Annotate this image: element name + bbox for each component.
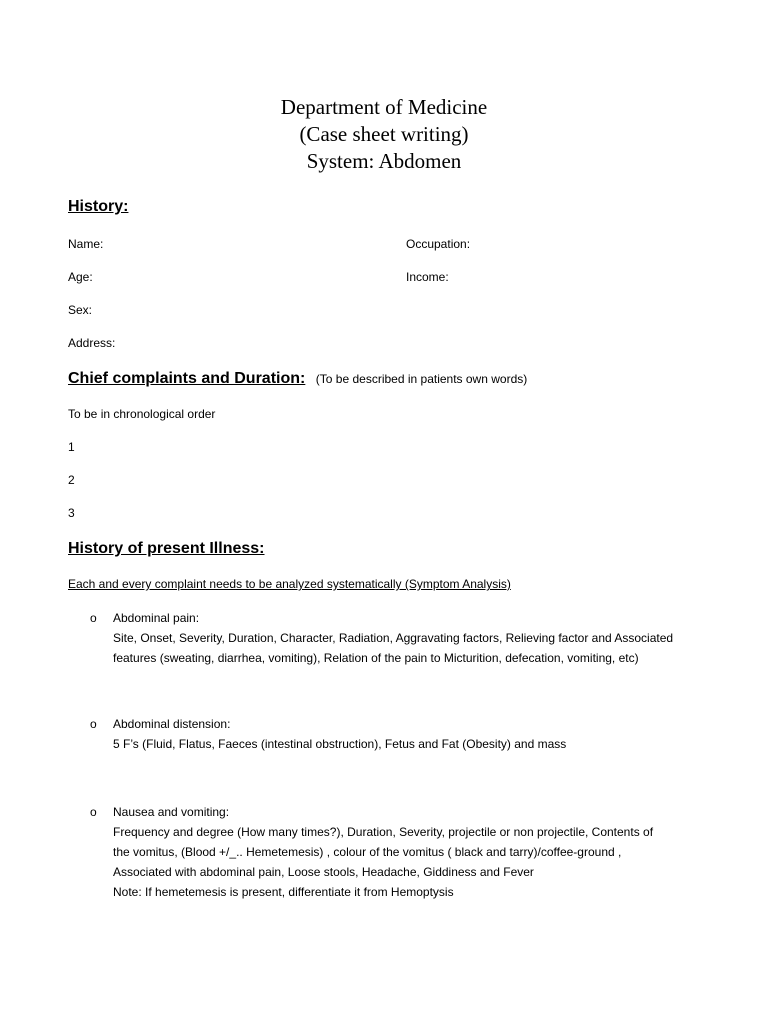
age-label: Age: — [68, 270, 93, 284]
chronological-order-note: To be in chronological order — [68, 407, 216, 421]
bullet-line: Frequency and degree (How many times?), Duration, Severity, projectile or non projectile, Contents of — [113, 825, 654, 839]
bullet-line: Site, Onset, Severity, Duration, Character, Radiation, Aggravating factors, Relieving factor and Associated — [113, 631, 674, 645]
bullet-title: Nausea and vomiting: — [113, 805, 230, 819]
complaint-item-1: 1 — [68, 440, 75, 454]
bullet-line: Associated with abdominal pain, Loose stools, Headache, Giddiness and Fever — [113, 865, 534, 879]
bullet-line: 5 F’s (Fluid, Flatus, Faeces (intestinal obstruction), Fetus and Fat (Obesity) and mass — [113, 737, 567, 751]
history-heading: History: — [68, 198, 129, 215]
document-title — [0, 94, 768, 175]
bullet-title: Abdominal pain: — [113, 611, 200, 625]
bullet-content — [113, 608, 708, 668]
occupation-label: Occupation: — [406, 237, 471, 251]
chief-complaints-heading: Chief complaints and Duration: — [68, 370, 306, 387]
chief-complaints-row — [68, 370, 527, 388]
bullet-line: Note: If hemetemesis is present, differentiate it from Hemoptysis — [113, 885, 454, 899]
sex-label: Sex: — [68, 303, 93, 317]
complaint-item-3: 3 — [68, 506, 75, 520]
name-label: Name: — [68, 237, 104, 251]
bullet-content — [113, 802, 708, 902]
bullet-marker: o — [90, 717, 97, 731]
system-title: System: Abdomen — [306, 149, 462, 173]
income-label: Income: — [406, 270, 449, 284]
case-sheet-subtitle: (Case sheet writing) — [299, 122, 469, 146]
bullet-marker: o — [90, 805, 97, 819]
bullet-content — [113, 714, 708, 754]
bullet-line: features (sweating, diarrhea, vomiting), Relation of the pain to Micturition, defecation, vomiting, etc) — [113, 651, 639, 665]
department-title: Department of Medicine — [280, 95, 488, 119]
complaint-item-2: 2 — [68, 473, 75, 487]
bullet-marker: o — [90, 611, 97, 625]
present-illness-heading: History of present Illness: — [68, 540, 265, 557]
symptom-analysis-subheading: Each and every complaint needs to be analyzed systematically (Symptom Analysis) — [68, 577, 511, 591]
address-label: Address: — [68, 336, 116, 350]
chief-complaints-note: (To be described in patients own words) — [315, 372, 528, 386]
bullet-line: the vomitus, (Blood +/_.. Hemetemesis) , colour of the vomitus ( black and tarry)/coffee-ground , — [113, 845, 622, 859]
bullet-title: Abdominal distension: — [113, 717, 231, 731]
